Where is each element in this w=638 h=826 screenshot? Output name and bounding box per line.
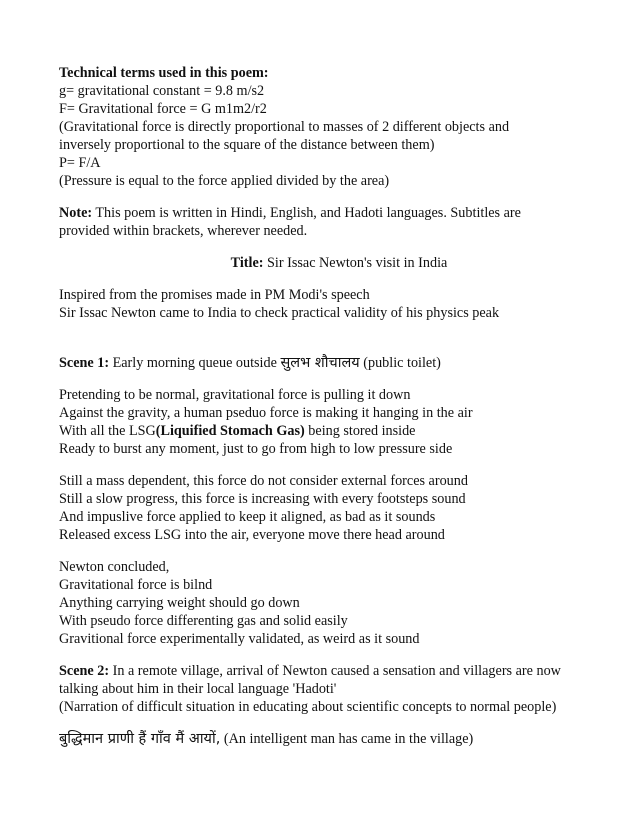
stanza2-line: And impuslive force applied to keep it aligned, as bad as it sounds — [59, 509, 436, 525]
technical-line: (Gravitational force is directly proportional to masses of 2 different objects and — [59, 119, 510, 135]
stanza3-line: Gravitional force experimentally validated, as weird as it sound — [59, 631, 420, 647]
technical-line: (Pressure is equal to the force applied divided by the area) — [59, 173, 390, 189]
stanza1-line: Ready to burst any moment, just to go from high to low pressure side — [59, 441, 453, 457]
intro-line: Sir Issac Newton came to India to check practical validity of his physics peak — [59, 305, 500, 321]
technical-heading: Technical terms used in this poem: — [59, 65, 269, 81]
scene2-line: talking about him in their local language 'Hadoti' — [59, 681, 337, 697]
stanza3-line: Newton concluded, — [59, 559, 170, 575]
stanza3-line: Anything carrying weight should go down — [59, 595, 300, 611]
scene2-heading: Scene 2: In a remote village, arrival of Newton caused a sensation and villagers are now — [59, 663, 561, 679]
stanza1-line: Against the gravity, a human pseduo force is making it hanging in the air — [59, 405, 473, 421]
stanza2-line: Still a slow progress, this force is increasing with every footsteps sound — [59, 491, 466, 507]
hindi-verse-line: बुद्धिमान प्राणी हैं गाँव मैं आयों, (An intelligent man has came in the village) — [59, 731, 474, 747]
note-paragraph: Note: This poem is written in Hindi, English, and Hadoti languages. Subtitles are — [59, 205, 521, 221]
technical-line: F= Gravitational force = G m1m2/r2 — [59, 101, 267, 117]
scene2-line: (Narration of difficult situation in educating about scientific concepts to normal people) — [59, 699, 557, 715]
stanza1-line: Pretending to be normal, gravitational force is pulling it down — [59, 387, 411, 403]
technical-line: g= gravitational constant = 9.8 m/s2 — [59, 83, 265, 99]
note-paragraph-cont: provided within brackets, wherever needed. — [59, 223, 308, 239]
technical-line: P= F/A — [59, 155, 101, 171]
technical-line: inversely proportional to the square of the distance between them) — [59, 137, 435, 153]
stanza2-line: Released excess LSG into the air, everyone move there head around — [59, 527, 445, 543]
scene2-label: Scene 2: — [59, 663, 110, 679]
scene1-label: Scene 1: — [59, 355, 110, 371]
stanza1-line: With all the LSG(Liquified Stomach Gas) being stored inside — [59, 423, 416, 439]
hindi-text: सुलभ शौचालय — [280, 355, 360, 371]
stanza3-line: Gravitational force is bilnd — [59, 577, 213, 593]
note-label: Note: — [59, 205, 93, 221]
scene1-heading: Scene 1: Early morning queue outside सुलभ शौचालय (public toilet) — [59, 355, 441, 371]
document-page — [59, 64, 619, 748]
stanza2-line: Still a mass dependent, this force do not consider external forces around — [59, 473, 468, 489]
poem-title: Title: Sir Issac Newton's visit in India — [230, 255, 448, 271]
hindi-text: बुद्धिमान प्राणी हैं गाँव मैं आयों, — [59, 731, 221, 747]
title-label: Title: — [230, 255, 264, 271]
stanza3-line: With pseudo force differenting gas and solid easily — [59, 613, 348, 629]
intro-line: Inspired from the promises made in PM Modi's speech — [59, 287, 370, 303]
